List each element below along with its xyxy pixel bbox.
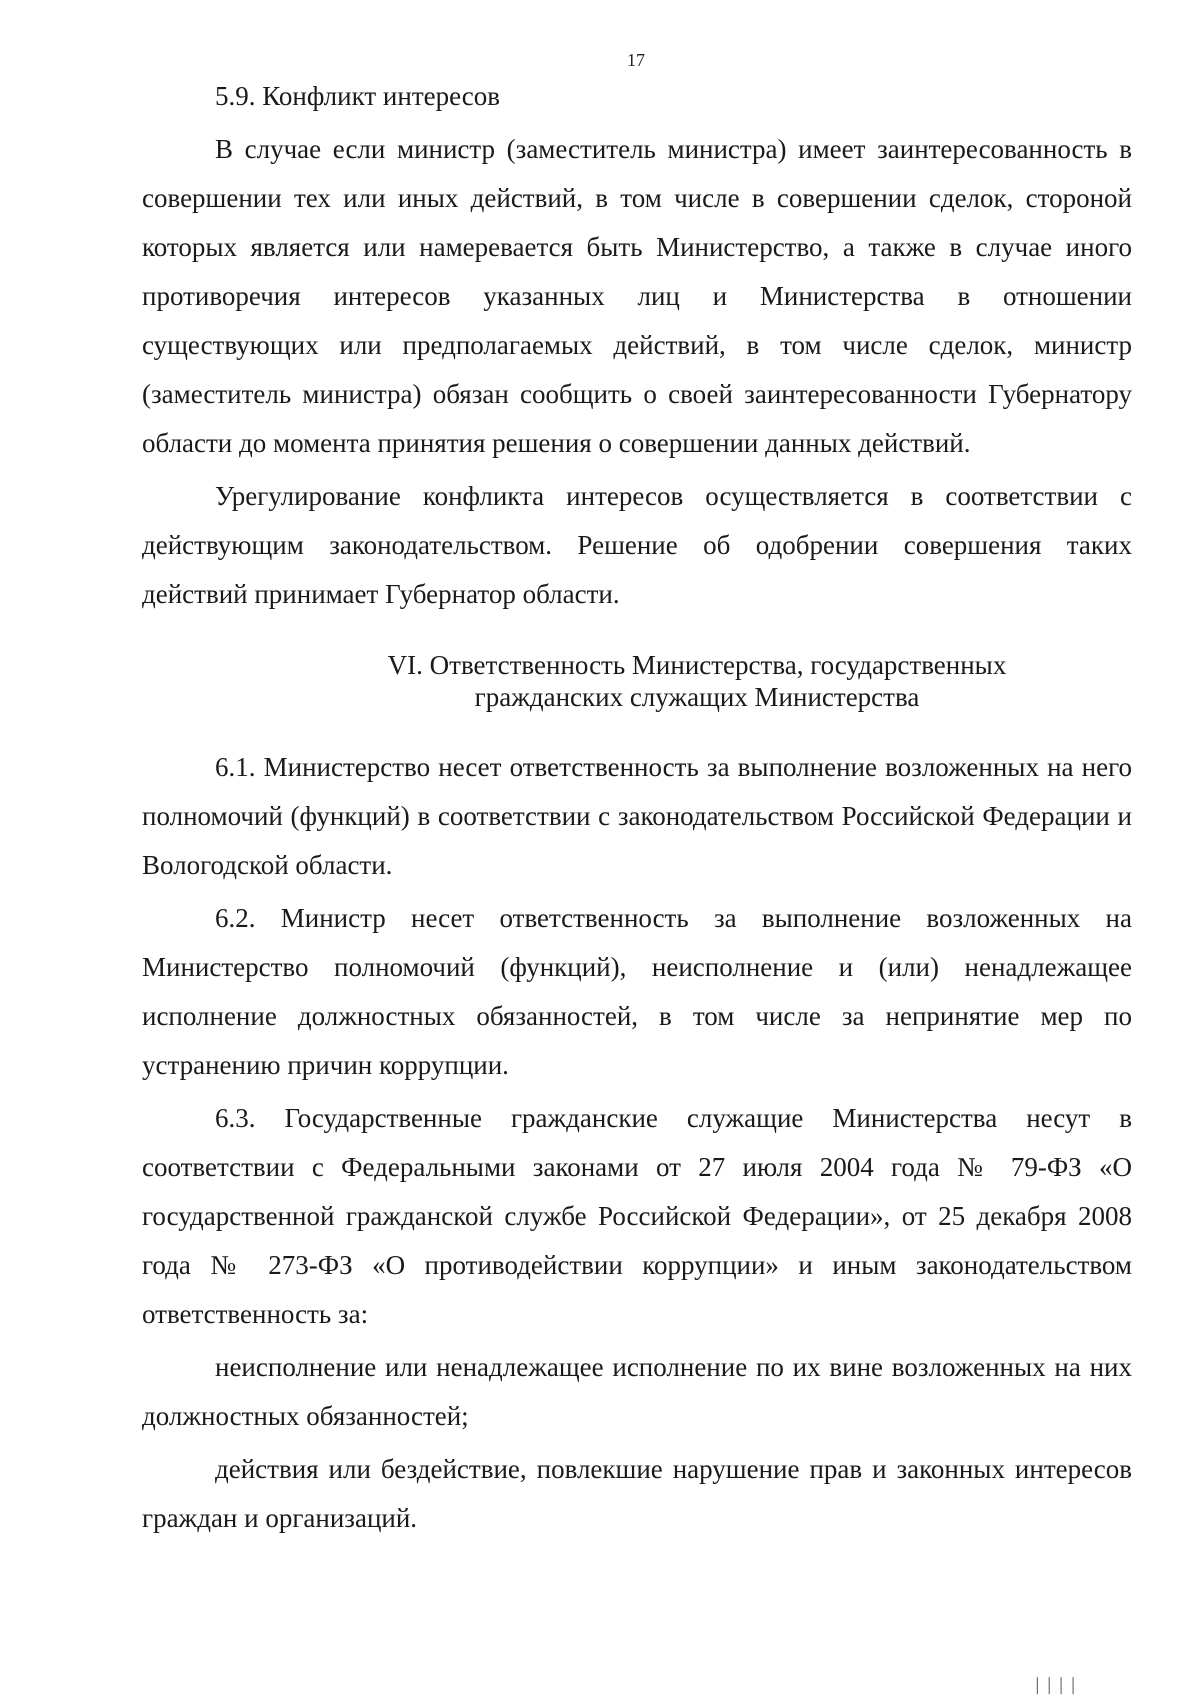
section-6-title-line-2: гражданских служащих Министерства [474,682,920,712]
list-item-duties: неисполнение или ненадлежащее исполнение по их вине возложенных на них должностных обязанностей; [142,1352,1132,1431]
section-6-title-line-1: VI. Ответственность Министерства, государственных [387,650,1007,680]
paragraph-6-3: 6.3. Государственные гражданские служащие Министерства несут в соответствии с Федеральными законами от 27 июля 2004 года № 79-ФЗ «О государственной гражданской службе Российской Федерации», от 25 декабря 2008 года № 273-ФЗ «О противодействии коррупции» и иным законодательством ответственность за: [142,1103,1132,1329]
document-body [142,72,1132,1543]
paragraph-6-1: 6.1. Министерство несет ответственность за выполнение возложенных на него полномочий (функций) в соответствии с законодательством Российской Федерации и Вологодской области. [142,752,1132,880]
section-5-9-paragraph-2: Урегулирование конфликта интересов осуществляется в соответствии с действующим законодательством. Решение об одобрении совершения таких действий принимает Губернатор области. [142,481,1132,609]
section-5-9-paragraph-1: В случае если министр (заместитель министра) имеет заинтересованность в совершении тех или иных действий, в том числе в совершении сделок, стороной которых является или намеревается быть Министерство, а также в случае иного противоречия интересов указанных лиц и Министерства в отношении существующих или предполагаемых действий, в том числе сделок, министр (заместитель министра) обязан сообщить о своей заинтересованности Губернатору области до момента принятия решения о совершении данных действий. [142,134,1132,458]
section-5-9-heading: 5.9. Конфликт интересов [215,81,500,111]
list-item-rights-violation: действия или бездействие, повлекшие нарушение прав и законных интересов граждан и организаций. [142,1454,1132,1533]
paragraph-6-2: 6.2. Министр несет ответственность за выполнение возложенных на Министерство полномочий (функций), неисполнение и (или) ненадлежащее исполнение должностных обязанностей, в том числе за непринятие мер по устранению причин коррупции. [142,903,1132,1080]
scan-artifact: ││││ [1032,1679,1080,1694]
page-number: 17 [627,50,645,70]
